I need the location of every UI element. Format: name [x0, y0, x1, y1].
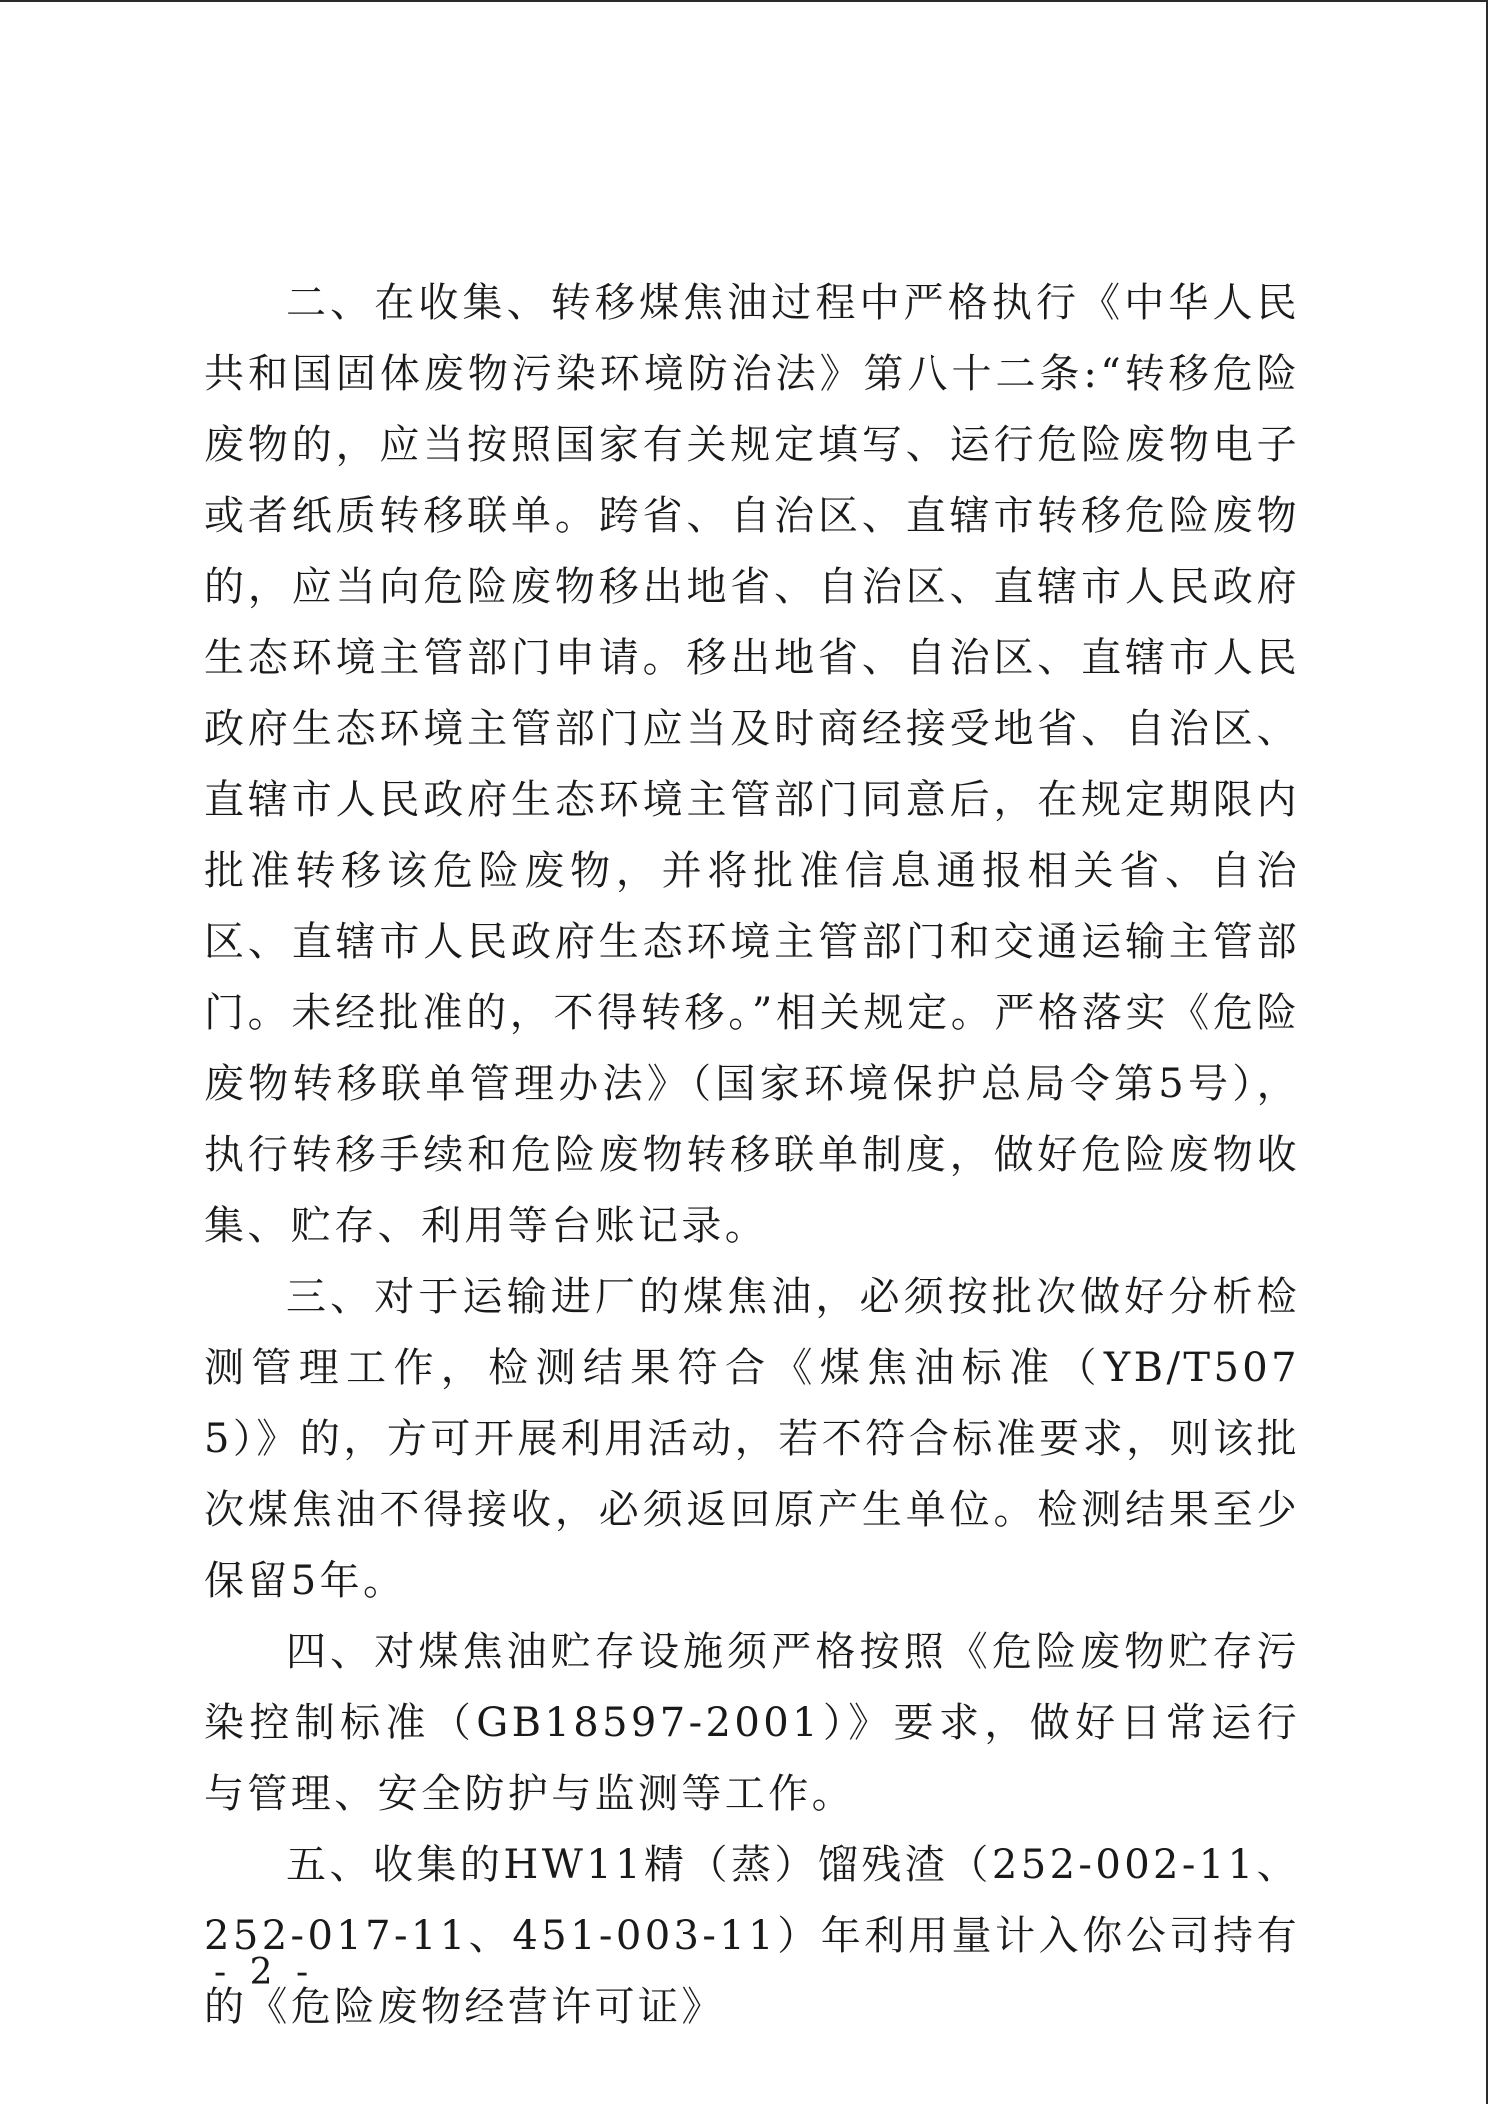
- paragraph-three: 三、对于运输进厂的煤焦油，必须按批次做好分析检测管理工作，检测结果符合《煤焦油标准（YB/T5075）》的，方可开展利用活动，若不符合标准要求，则该批次煤焦油不得接收，必须返回原产生单位。检测结果至少保留5年。: [204, 1274, 1300, 1604]
- paragraph-four: 四、对煤焦油贮存设施须严格按照《危险废物贮存污染控制标准（GB18597-2001）》要求，做好日常运行与管理、安全防护与监测等工作。: [204, 1629, 1300, 1817]
- page-number: - 2 -: [214, 1952, 315, 1993]
- page-top-border: [0, 0, 1488, 2]
- document-body: [204, 268, 1300, 2043]
- paragraph-two: 二、在收集、转移煤焦油过程中严格执行《中华人民共和国固体废物污染环境防治法》第八十二条:“转移危险废物的，应当按照国家有关规定填写、运行危险废物电子或者纸质转移联单。跨省、自治区、直辖市转移危险废物的，应当向危险废物移出地省、自治区、直辖市人民政府生态环境主管部门申请。移出地省、自治区、直辖市人民政府生态环境主管部门应当及时商经接受地省、自治区、直辖市人民政府生态环境主管部门同意后，在规定期限内批准转移该危险废物，并将批准信息通报相关省、自治区、直辖市人民政府生态环境主管部门和交通运输主管部门。未经批准的，不得转移。”相关规定。严格落实《危险废物转移联单管理办法》（国家环境保护总局令第5号），执行转移手续和危险废物转移联单制度，做好危险废物收集、贮存、利用等台账记录。: [204, 280, 1300, 1249]
- paragraph-five: 五、收集的HW11精（蒸）馏残渣（252-002-11、252-017-11、451-003-11）年利用量计入你公司持有的《危险废物经营许可证》: [204, 1842, 1300, 2030]
